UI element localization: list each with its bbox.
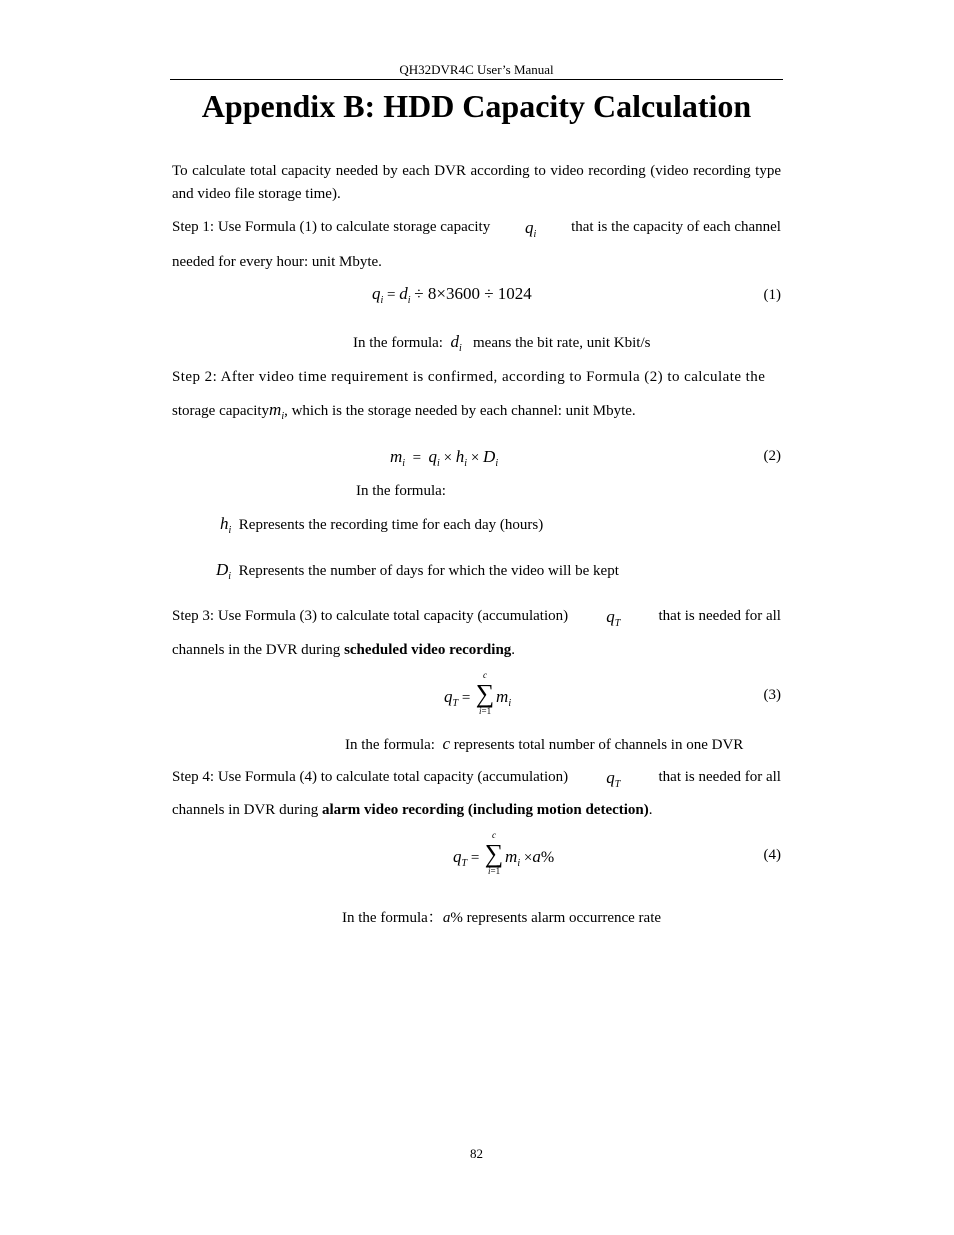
step1-line2: needed for every hour: unit Mbyte. [172, 254, 382, 270]
note3-post: represents total number of channels in one DVR [453, 737, 744, 753]
formula-2-number: (2) [763, 448, 781, 464]
formula-1: $q_i = d_i \div 8\times 3600 \div 1024$ [372, 284, 532, 306]
page-title: Appendix B: HDD Capacity Calculation [201, 88, 752, 124]
step1-text-after: that is the capacity of each channel [571, 219, 781, 235]
note1-pre: In the formula: [353, 335, 443, 351]
step1-text-before: Step 1: Use Formula (1) to calculate storage capacity [172, 219, 491, 235]
formula-1-note: In the formula: $d_i$ means the bit rate, unit Kbit/s [353, 332, 651, 354]
step4-text-after: that is needed for all [658, 769, 781, 785]
step2-post: , which is the storage needed by each channel: unit Mbyte. [284, 403, 636, 419]
formula-3: $q_T$ = c ∑ i=1 $m_i$ [444, 670, 512, 716]
step4-line2 [172, 802, 653, 819]
formula-4: $q_T$ = c ∑ i=1 $m_i \times a\%$ [453, 830, 555, 876]
formula-2: $m_i = q_i \times h_i \times D_i$ [390, 447, 499, 469]
step1-line1 [172, 216, 781, 242]
qt-symbol-step4: $q_T$ [606, 768, 621, 790]
intro-paragraph: To calculate total capacity needed by each DVR according to video recording (video recording type and video file storage time). [172, 163, 781, 202]
formula-1-number: (1) [763, 287, 781, 303]
qi-symbol: $q_i$ [525, 218, 537, 240]
step2-line1: Step 2: After video time requirement is confirmed, according to Formula (2) to calculate the [172, 369, 766, 385]
scheduled-recording-emphasis: scheduled video recording [344, 642, 512, 658]
step4-text-before: Step 4: Use Formula (4) to calculate total capacity (accumulation) [172, 769, 569, 785]
note1-post: means the bit rate, unit Kbit/s [473, 335, 651, 351]
step3-line2-text: channels in the DVR during [172, 642, 345, 658]
step3-line1 [172, 605, 781, 631]
header-rule [170, 79, 783, 80]
page-number: 82 [470, 1146, 483, 1161]
step3-text-after: that is needed for all [658, 608, 781, 624]
step4-line2-text: channels in DVR during [172, 802, 322, 818]
formula-1-rhs: ÷ 8×3600 ÷ 1024 [414, 284, 532, 303]
formula-4-number: (4) [763, 847, 781, 863]
formula-2-note-label: In the formula: [356, 483, 446, 499]
di-definition: $D_i$ Represents the number of days for which the video will be kept [216, 560, 619, 582]
hi-description: Represents the recording time for each day (hours) [238, 517, 544, 533]
summation-symbol: c ∑ i=1 [475, 670, 495, 716]
step2-pre: storage capacity [172, 403, 270, 419]
step3-line2 [172, 642, 515, 659]
hi-definition: $h_i$ Represents the recording time for each day (hours) [220, 514, 544, 536]
formula-3-note: In the formula: c represents total number of channels in one DVR [345, 734, 744, 753]
step3-text-before: Step 3: Use Formula (3) to calculate total capacity (accumulation) [172, 608, 569, 624]
formula-4-note: In the formula：a% represents alarm occurrence rate [342, 910, 662, 926]
note3-pre: In the formula: [345, 737, 435, 753]
qt-symbol: $q_T$ [606, 607, 621, 629]
step4-line2-end: . [648, 802, 653, 818]
formula-3-number: (3) [763, 687, 781, 703]
di-description: Represents the number of days for which the video will be kept [238, 563, 619, 579]
step4-line1 [172, 766, 781, 792]
note4-pre: In the formula： [342, 910, 443, 926]
alarm-recording-emphasis: alarm video recording (including motion detection) [321, 802, 649, 818]
running-header: QH32DVR4C User’s Manual [399, 62, 554, 77]
step2-line2: storage capacitym$_i$, which is the storage needed by each channel: unit Mbyte. [172, 400, 636, 422]
step3-line2-end: . [511, 642, 516, 658]
summation-symbol-4: c ∑ i=1 [484, 830, 504, 876]
note4-post: represents alarm occurrence rate [466, 910, 662, 926]
